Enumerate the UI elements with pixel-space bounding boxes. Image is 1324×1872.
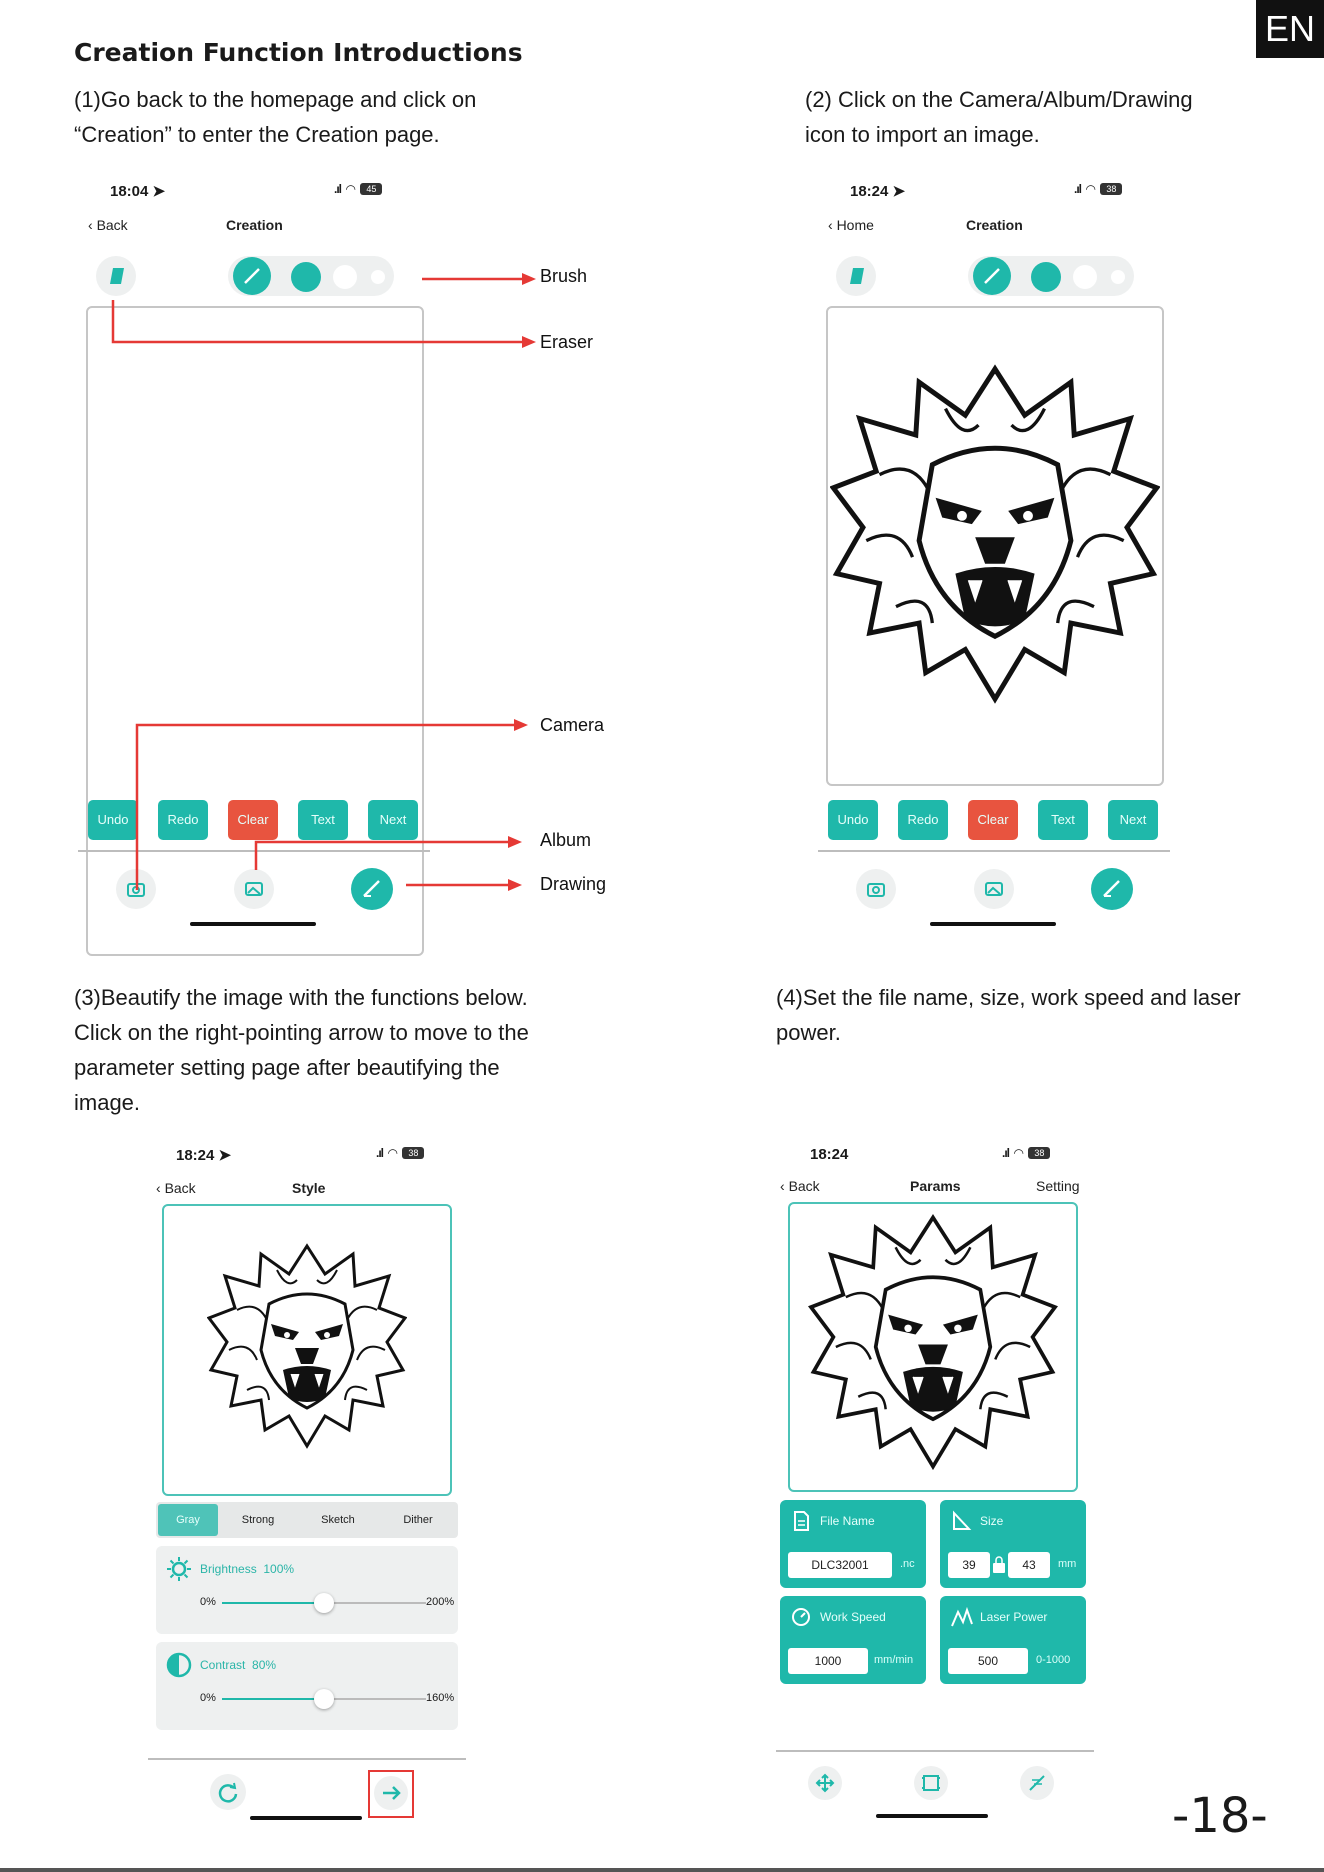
- sun-icon: [166, 1556, 192, 1582]
- file-name-label: File Name: [820, 1514, 875, 1528]
- bottom-rule: [0, 1868, 1324, 1872]
- step-4-line-1: (4)Set the file name, size, work speed and laser: [776, 985, 1241, 1010]
- brightness-knob[interactable]: [314, 1593, 334, 1613]
- step-1-line-2: “Creation” to enter the Creation page.: [74, 122, 440, 147]
- next-button[interactable]: Next: [368, 800, 418, 840]
- contrast-value: 80%: [252, 1658, 277, 1672]
- step-3-line-3: parameter setting page after beautifying the: [74, 1055, 500, 1080]
- file-icon: [790, 1510, 812, 1532]
- battery-icon: 38: [402, 1147, 424, 1159]
- lock-icon[interactable]: [992, 1556, 1006, 1574]
- work-speed-input[interactable]: 1000: [788, 1648, 868, 1674]
- laser-power-card: [940, 1596, 1086, 1684]
- power-wave-icon: [950, 1606, 974, 1628]
- clear-button[interactable]: Clear: [968, 800, 1018, 840]
- next-button[interactable]: Next: [1108, 800, 1158, 840]
- chevron-left-icon: ‹: [780, 1178, 789, 1194]
- preview-frame: [788, 1202, 1078, 1492]
- home-indicator: [250, 1816, 362, 1820]
- status-time: 18:04 ➤: [110, 183, 166, 200]
- height-input[interactable]: 43: [1008, 1552, 1050, 1578]
- eraser-button[interactable]: [836, 256, 876, 296]
- divider: [818, 850, 1170, 852]
- laser-power-range: 0-1000: [1036, 1654, 1071, 1666]
- brightness-panel: [156, 1546, 458, 1634]
- battery-icon: 38: [1028, 1147, 1050, 1159]
- step-2-text: [805, 82, 1193, 152]
- drawing-canvas[interactable]: [826, 306, 1164, 786]
- back-button[interactable]: ‹ Back: [88, 217, 128, 233]
- laser-power-input[interactable]: 500: [948, 1648, 1028, 1674]
- text-button[interactable]: Text: [1038, 800, 1088, 840]
- home-indicator: [876, 1814, 988, 1818]
- battery-icon: 38: [1100, 183, 1122, 195]
- battery-icon: 45: [360, 183, 382, 195]
- file-name-input[interactable]: DLC32001: [788, 1552, 892, 1578]
- brightness-min: 0%: [200, 1596, 216, 1608]
- pen-icon: [1091, 868, 1133, 910]
- camera-button[interactable]: [856, 869, 896, 909]
- step-3-line-4: image.: [74, 1090, 141, 1115]
- drawing-button[interactable]: [1091, 868, 1133, 910]
- screen-title: Creation: [966, 217, 1023, 233]
- brush-icon: [973, 257, 1011, 295]
- status-time: 18:24 ➤: [850, 183, 906, 200]
- callout-arrows: [0, 0, 700, 930]
- back-button[interactable]: ‹ Back: [780, 1178, 820, 1194]
- camera-arrow: [137, 725, 524, 890]
- contrast-knob[interactable]: [314, 1689, 334, 1709]
- status-icons: .ıl ◠ 38: [1074, 180, 1122, 198]
- screen-title: Style: [292, 1180, 326, 1196]
- status-time: 18:24: [810, 1146, 849, 1163]
- contrast-icon: [166, 1652, 192, 1678]
- arrow-right-icon: [374, 1776, 408, 1810]
- contrast-min: 0%: [200, 1692, 216, 1704]
- undo-button[interactable]: Undo: [88, 800, 138, 840]
- album-arrow: [256, 842, 518, 870]
- brightness-label: Brightness 100%: [200, 1562, 295, 1576]
- reset-button[interactable]: [210, 1774, 246, 1810]
- status-time: 18:24 ➤: [176, 1147, 232, 1164]
- text-button[interactable]: Text: [298, 800, 348, 840]
- lion-image: [808, 1210, 1058, 1474]
- phone-screen-3: [148, 1140, 478, 1820]
- frame-button[interactable]: [914, 1766, 948, 1800]
- file-name-card: [780, 1500, 926, 1588]
- phone-screen-2: [818, 170, 1178, 930]
- contrast-max: 160%: [426, 1692, 455, 1704]
- work-speed-label: Work Speed: [820, 1610, 886, 1624]
- language-badge: EN: [1256, 0, 1324, 58]
- divider: [776, 1750, 1094, 1752]
- divider: [148, 1758, 466, 1760]
- step-2-line-2: icon to import an image.: [805, 122, 1040, 147]
- brush-size-small[interactable]: [1111, 270, 1125, 284]
- step-4-text: [776, 980, 1241, 1050]
- brightness-slider[interactable]: [222, 1602, 426, 1604]
- step-1-line-1: (1)Go back to the homepage and click on: [74, 87, 477, 112]
- contrast-panel: [156, 1642, 458, 1730]
- width-input[interactable]: 39: [948, 1552, 990, 1578]
- page-heading: Creation Function Introductions: [74, 38, 523, 67]
- move-icon: [808, 1766, 842, 1800]
- size-unit: mm: [1058, 1558, 1077, 1570]
- step-2-line-1: (2) Click on the Camera/Album/Drawing: [805, 87, 1193, 112]
- album-button[interactable]: [974, 869, 1014, 909]
- status-icons: .ıl ◠ 38: [1002, 1144, 1050, 1162]
- brightness-fill: [222, 1602, 324, 1604]
- step-3-text: [74, 980, 529, 1120]
- chevron-left-icon: ‹: [156, 1180, 165, 1196]
- step-3-line-2: Click on the right-pointing arrow to move to the: [74, 1020, 529, 1045]
- home-button[interactable]: ‹ Home: [828, 217, 874, 233]
- camera-callout: Camera: [540, 715, 605, 735]
- home-indicator: [930, 922, 1056, 926]
- next-arrow-button[interactable]: [374, 1776, 408, 1810]
- lion-image: [830, 344, 1160, 724]
- redo-button[interactable]: Redo: [898, 800, 948, 840]
- tab-sketch[interactable]: Sketch: [321, 1514, 355, 1526]
- eraser-arrow: [113, 300, 532, 342]
- drawing-callout: Drawing: [540, 874, 607, 894]
- size-label: Size: [980, 1514, 1004, 1528]
- work-speed-card: [780, 1596, 926, 1684]
- album-callout: Album: [540, 830, 592, 850]
- laser-power-label: Laser Power: [980, 1610, 1048, 1624]
- phone-screen-4: [776, 1140, 1106, 1820]
- chevron-left-icon: ‹: [828, 217, 837, 233]
- screen-title: Params: [910, 1178, 961, 1194]
- tab-dither[interactable]: Dither: [403, 1514, 433, 1526]
- ruler-icon: [950, 1510, 972, 1532]
- brush-size-medium[interactable]: [1073, 265, 1097, 289]
- screen-title: Creation: [226, 217, 283, 233]
- contrast-label: Contrast 80%: [200, 1658, 277, 1672]
- page-number: -18-: [1172, 1788, 1268, 1844]
- status-icons: .ıl ◠ 45: [334, 180, 382, 198]
- redo-button[interactable]: Redo: [158, 800, 208, 840]
- frame-icon: [914, 1766, 948, 1800]
- speed-icon: [790, 1606, 812, 1628]
- engrave-button[interactable]: [1020, 1766, 1054, 1800]
- clear-button[interactable]: Clear: [228, 800, 278, 840]
- laser-icon: [1020, 1766, 1054, 1800]
- lion-image: [207, 1236, 407, 1456]
- chevron-left-icon: ‹: [88, 217, 97, 233]
- tab-strong[interactable]: Strong: [241, 1514, 275, 1526]
- contrast-fill: [222, 1698, 324, 1700]
- status-icons: .ıl ◠ 38: [376, 1144, 424, 1162]
- preview-frame: [162, 1204, 452, 1496]
- contrast-slider[interactable]: [222, 1698, 426, 1700]
- eraser-callout: Eraser: [540, 332, 594, 352]
- album-icon: [974, 869, 1014, 909]
- eraser-icon: [836, 256, 876, 296]
- file-extension: .nc: [900, 1558, 915, 1570]
- brush-callout: Brush: [540, 266, 588, 286]
- brush-button[interactable]: [973, 257, 1011, 295]
- work-speed-unit: mm/min: [874, 1654, 914, 1666]
- setting-button[interactable]: Setting: [1036, 1178, 1080, 1194]
- tab-gray[interactable]: Gray: [158, 1504, 218, 1536]
- step-4-line-2: power.: [776, 1020, 841, 1045]
- undo-button[interactable]: Undo: [828, 800, 878, 840]
- camera-icon: [856, 869, 896, 909]
- back-button[interactable]: ‹ Back: [156, 1180, 196, 1196]
- move-button[interactable]: [808, 1766, 842, 1800]
- brightness-value: 100%: [263, 1562, 295, 1576]
- size-card: [940, 1500, 1086, 1588]
- style-tabs: [156, 1502, 458, 1538]
- refresh-icon: [210, 1774, 246, 1810]
- brightness-max: 200%: [426, 1596, 455, 1608]
- brush-size-large[interactable]: [1031, 262, 1061, 292]
- step-3-line-1: (3)Beautify the image with the functions below.: [74, 985, 528, 1010]
